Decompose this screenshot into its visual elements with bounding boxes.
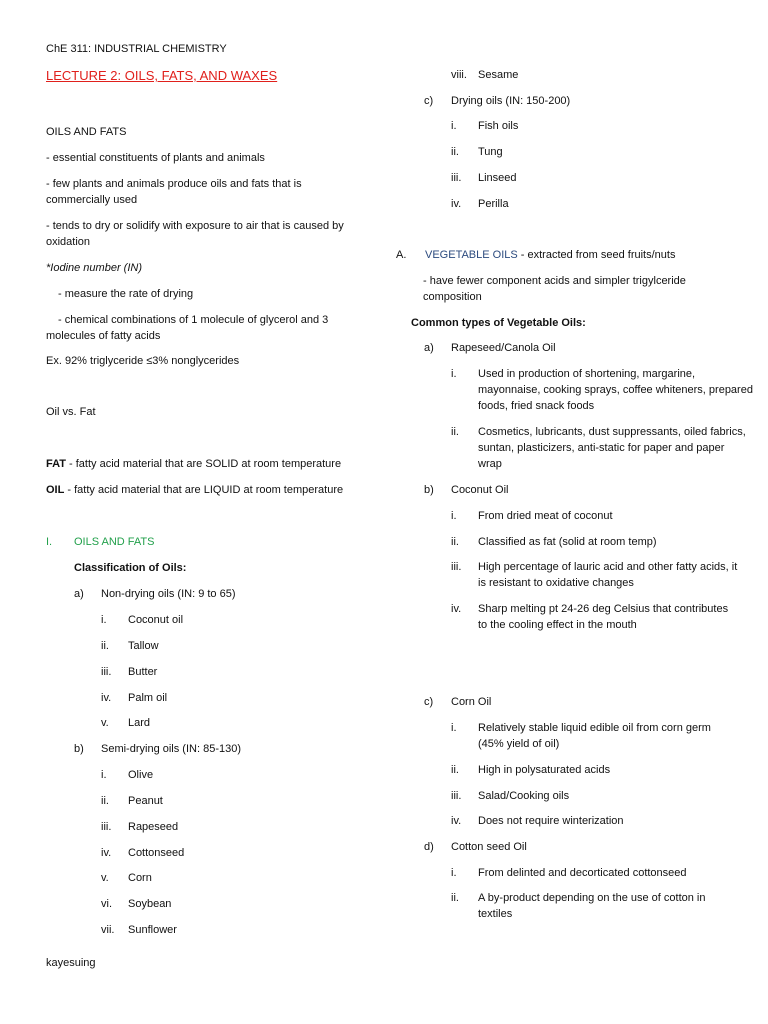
veg-d-label: d) (424, 841, 434, 853)
veg-c-text: Corn Oil (451, 696, 492, 708)
list-item-num: ii. (101, 795, 109, 807)
list-item: Coconut oil (128, 614, 184, 626)
list-item: From delinted and decorticated cottonseed (478, 867, 687, 879)
veg-c-label: c) (424, 696, 434, 708)
list-item-num: v. (101, 872, 109, 884)
veg-note: - have fewer component acids and simpler trigylceride composition (423, 275, 686, 303)
list-item-num: vi. (101, 898, 112, 910)
list-item-num: i. (451, 722, 457, 734)
list-item: Relatively stable liquid edible oil from corn germ (45% yield of oil) (478, 722, 711, 750)
veg-b-label: b) (424, 484, 434, 496)
list-item: Linseed (478, 172, 517, 184)
intro-heading: OILS AND FATS (46, 126, 127, 138)
intro-p2: - few plants and animals produce oils and fats that is commercially used (46, 178, 302, 206)
veg-b-text: Coconut Oil (451, 484, 509, 496)
oil-label: OIL (46, 484, 65, 496)
list-item: Palm oil (128, 692, 168, 704)
list-item: Sharp melting pt 24-26 deg Celsius that contributes to the cooling effect in the mouth (478, 603, 729, 631)
class-c-text: Drying oils (IN: 150-200) (451, 95, 571, 107)
list-item-num: i. (451, 510, 457, 522)
list-item: Classified as fat (solid at room temp) (478, 536, 657, 548)
list-item: Salad/Cooking oils (478, 790, 570, 802)
veg-a-text: Rapeseed/Canola Oil (451, 342, 556, 354)
list-item-num: iv. (101, 692, 112, 704)
list-item: Sesame (478, 69, 519, 81)
list-item-num: iv. (451, 198, 462, 210)
list-item-num: i. (101, 769, 107, 781)
list-item: Olive (128, 769, 154, 781)
list-item: Peanut (128, 795, 163, 807)
veg-heading (425, 247, 675, 263)
list-item: Perilla (478, 198, 509, 210)
footer-author: kayesuing (46, 957, 96, 969)
list-item: Cottonseed (128, 847, 185, 859)
oil-vs-fat: Oil vs. Fat (46, 406, 96, 418)
veg-desc: - extracted from seed fruits/nuts (517, 249, 676, 261)
list-item: High in polysaturated acids (478, 764, 611, 776)
fat-text: - fatty acid material that are SOLID at room temperature (65, 458, 342, 470)
list-item-num: iv. (451, 603, 462, 615)
example-text: Ex. 92% triglyceride ≤3% nonglycerides (46, 355, 240, 367)
class-a-text: Non-drying oils (IN: 9 to 65) (101, 588, 236, 600)
veg-title: VEGETABLE OILS (425, 249, 518, 261)
list-item: Soybean (128, 898, 172, 910)
list-item: Butter (128, 666, 158, 678)
list-item-num: vii. (101, 924, 115, 936)
section1-title: OILS AND FATS (74, 536, 155, 548)
list-item: Lard (128, 717, 151, 729)
list-item: From dried meat of coconut (478, 510, 613, 522)
iodine-number: *Iodine number (IN) (46, 262, 142, 274)
list-item-num: iii. (451, 790, 462, 802)
class-b-text: Semi-drying oils (IN: 85-130) (101, 743, 241, 755)
list-item: Tung (478, 146, 503, 158)
list-item: Sunflower (128, 924, 177, 936)
list-item-num: ii. (101, 640, 109, 652)
class-b-label: b) (74, 743, 84, 755)
list-item-num: ii. (451, 146, 459, 158)
list-item: Does not require winterization (478, 815, 624, 827)
intro-p3: - tends to dry or solidify with exposure to air that is caused by oxidation (46, 220, 344, 248)
section1-number: I. (46, 536, 53, 548)
oil-definition (46, 482, 343, 498)
list-item-num: iii. (101, 666, 112, 678)
intro-p1: - essential constituents of plants and animals (46, 152, 265, 164)
veg-a-label: a) (424, 342, 434, 354)
list-item-num: i. (101, 614, 107, 626)
list-item: High percentage of lauric acid and other fatty acids, it is resistant to oxidative changes (478, 561, 738, 589)
class-c-label: c) (424, 95, 434, 107)
chem-text: - chemical combinations of 1 molecule of glycerol and 3 molecules of fatty acids (46, 314, 329, 342)
list-item-num: iv. (101, 847, 112, 859)
list-item-num: viii. (451, 69, 467, 81)
veg-d-text: Cotton seed Oil (451, 841, 527, 853)
list-item: Used in production of shortening, margarine, mayonnaise, cooking sprays, coffee whiteners, prepared foods, fried snack foods (478, 368, 753, 412)
list-item-num: ii. (451, 892, 459, 904)
oil-text: - fatty acid material that are LIQUID at room temperature (64, 484, 344, 496)
measure-text: - measure the rate of drying (58, 288, 194, 300)
fat-label: FAT (46, 458, 66, 470)
veg-section-number: A. (396, 249, 407, 261)
list-item-num: i. (451, 867, 457, 879)
list-item-num: iii. (451, 561, 462, 573)
class-a-label: a) (74, 588, 84, 600)
list-item-num: i. (451, 120, 457, 132)
list-item-num: v. (101, 717, 109, 729)
list-item-num: iii. (451, 172, 462, 184)
veg-types-heading: Common types of Vegetable Oils: (411, 317, 586, 329)
list-item-num: iii. (101, 821, 112, 833)
list-item-num: ii. (451, 764, 459, 776)
fat-definition (46, 456, 341, 472)
list-item: Cosmetics, lubricants, dust suppressants, oiled fabrics, suntan, plasticizers, anti-static for paper and paper wrap (478, 426, 746, 470)
list-item-num: iv. (451, 815, 462, 827)
list-item: Fish oils (478, 120, 519, 132)
list-item: Tallow (128, 640, 159, 652)
lecture-title: LECTURE 2: OILS, FATS, AND WAXES (46, 68, 278, 83)
list-item: Rapeseed (128, 821, 179, 833)
list-item-num: i. (451, 368, 457, 380)
list-item-num: ii. (451, 426, 459, 438)
classification-heading: Classification of Oils: (74, 562, 187, 574)
list-item: Corn (128, 872, 152, 884)
course-title: ChE 311: INDUSTRIAL CHEMISTRY (46, 43, 227, 55)
list-item-num: ii. (451, 536, 459, 548)
list-item: A by-product depending on the use of cotton in textiles (478, 892, 706, 920)
